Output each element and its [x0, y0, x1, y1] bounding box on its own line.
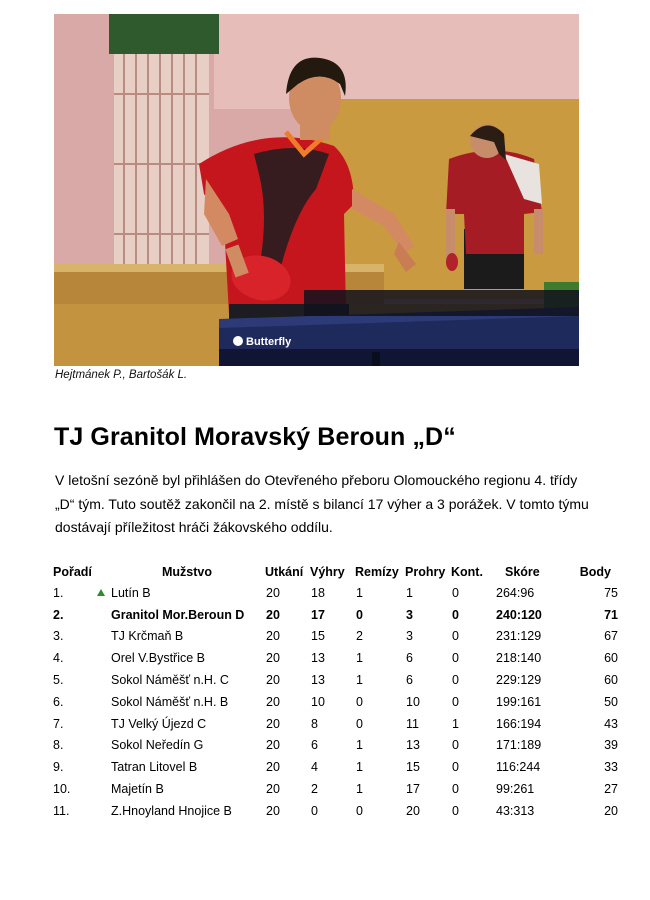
played-cell [265, 691, 310, 713]
rank-cell [53, 669, 109, 691]
contumations-cell-text: 0 [452, 803, 459, 818]
points-cell-text: 27 [604, 782, 618, 797]
draws-cell [355, 626, 405, 648]
rank-cell-text: 1. [53, 585, 64, 600]
contumations-cell-text: 1 [452, 716, 459, 731]
wins-cell [310, 800, 355, 822]
draws-cell-text: 1 [356, 760, 363, 775]
rank-cell-text: 7. [53, 716, 64, 731]
losses-cell-text: 3 [406, 629, 413, 644]
contumations-cell-text: 0 [452, 694, 459, 709]
contumations-cell [451, 647, 496, 669]
team-cell [109, 800, 265, 822]
rank-cell-text: 5. [53, 673, 64, 688]
wins-cell [310, 756, 355, 778]
wins-cell-text: 15 [311, 629, 325, 644]
team-cell-text: Sokol Náměšť n.H. B [111, 694, 229, 709]
draws-cell-text: 0 [356, 607, 363, 622]
draws-cell [355, 713, 405, 735]
draws-cell [355, 800, 405, 822]
contumations-cell [451, 582, 496, 604]
team-cell-text: Lutín B [111, 585, 151, 600]
losses-cell-text: 3 [406, 607, 413, 622]
losses-cell [405, 647, 451, 669]
score-cell [496, 669, 561, 691]
table-row [53, 604, 618, 626]
points-cell [561, 691, 618, 713]
losses-cell-text: 15 [406, 760, 420, 775]
contumations-cell [451, 691, 496, 713]
score-cell-text: 43:313 [496, 803, 535, 818]
table-row [53, 582, 618, 604]
contumations-cell [451, 713, 496, 735]
team-cell [109, 691, 265, 713]
rank-cell [53, 800, 109, 822]
points-cell-text: 75 [604, 585, 618, 600]
team-cell [109, 669, 265, 691]
draws-cell [355, 604, 405, 626]
played-cell [265, 582, 310, 604]
wins-cell [310, 778, 355, 800]
wins-cell-text: 13 [311, 651, 325, 666]
table-tennis-photo [54, 14, 579, 366]
team-cell [109, 756, 265, 778]
points-cell [561, 669, 618, 691]
points-cell [561, 800, 618, 822]
table-row [53, 647, 618, 669]
points-cell [561, 713, 618, 735]
header-losses: Prohry [405, 564, 446, 579]
score-cell [496, 691, 561, 713]
table-row [53, 713, 618, 735]
points-cell [561, 626, 618, 648]
draws-cell-text: 1 [356, 738, 363, 753]
played-cell-text: 20 [266, 673, 280, 688]
team-cell-text: TJ Krčmaň B [111, 629, 184, 644]
rank-cell [53, 778, 109, 800]
rank-cell-text: 2. [53, 607, 64, 622]
wins-cell [310, 691, 355, 713]
losses-cell [405, 800, 451, 822]
points-cell [561, 604, 618, 626]
team-cell [109, 582, 265, 604]
team-cell [109, 713, 265, 735]
losses-cell-text: 10 [406, 694, 420, 709]
draws-cell-text: 0 [356, 803, 363, 818]
article-title: TJ Granitol Moravský Beroun „D“ [54, 423, 456, 451]
score-cell [496, 604, 561, 626]
played-cell [265, 778, 310, 800]
contumations-cell [451, 800, 496, 822]
contumations-cell [451, 778, 496, 800]
header-wins: Výhry [310, 564, 345, 579]
standings-body [53, 582, 618, 822]
contumations-cell-text: 0 [452, 629, 459, 644]
team-cell-text: Tatran Litovel B [111, 760, 198, 775]
draws-cell [355, 735, 405, 757]
table-row [53, 778, 618, 800]
rank-cell [53, 604, 109, 626]
table-row [53, 756, 618, 778]
played-cell-text: 20 [266, 716, 280, 731]
rank-cell-text: 9. [53, 760, 64, 775]
header-rank: Pořadí [53, 564, 92, 579]
team-cell-text: Majetín B [111, 782, 164, 797]
losses-cell-text: 20 [406, 803, 420, 818]
played-cell [265, 669, 310, 691]
table-row [53, 691, 618, 713]
wins-cell-text: 18 [311, 585, 325, 600]
points-cell [561, 582, 618, 604]
score-cell [496, 778, 561, 800]
rank-cell-text: 4. [53, 651, 64, 666]
table-row [53, 626, 618, 648]
wins-cell-text: 6 [311, 738, 318, 753]
wins-cell-text: 8 [311, 716, 318, 731]
wins-cell-text: 13 [311, 673, 325, 688]
played-cell [265, 756, 310, 778]
rank-cell [53, 626, 109, 648]
losses-cell [405, 669, 451, 691]
played-cell-text: 20 [266, 803, 280, 818]
table-row [53, 800, 618, 822]
contumations-cell-text: 0 [452, 673, 459, 688]
played-cell-text: 20 [266, 694, 280, 709]
rank-cell [53, 713, 109, 735]
rank-cell [53, 647, 109, 669]
points-cell-text: 43 [604, 716, 618, 731]
team-cell [109, 778, 265, 800]
standings-table [53, 561, 618, 822]
losses-cell-text: 1 [406, 585, 413, 600]
draws-cell-text: 1 [356, 782, 363, 797]
photo-caption: Hejtmánek P., Bartošák L. [55, 369, 188, 381]
header-score: Skóre [505, 564, 540, 579]
rank-cell [53, 691, 109, 713]
score-cell [496, 713, 561, 735]
played-cell-text: 20 [266, 760, 280, 775]
points-cell-text: 50 [604, 694, 618, 709]
wins-cell-text: 0 [311, 803, 318, 818]
score-cell [496, 626, 561, 648]
team-cell [109, 604, 265, 626]
losses-cell [405, 626, 451, 648]
draws-cell-text: 1 [356, 585, 363, 600]
header-team: Mužstvo [162, 564, 212, 579]
contumations-cell [451, 735, 496, 757]
rank-cell-text: 3. [53, 629, 64, 644]
points-cell-text: 20 [604, 803, 618, 818]
points-cell-text: 39 [604, 738, 618, 753]
losses-cell [405, 582, 451, 604]
contumations-cell-text: 0 [452, 738, 459, 753]
wins-cell-text: 4 [311, 760, 318, 775]
played-cell-text: 20 [266, 651, 280, 666]
contumations-cell-text: 0 [452, 585, 459, 600]
contumations-cell-text: 0 [452, 651, 459, 666]
rank-cell-text: 6. [53, 694, 64, 709]
draws-cell-text: 2 [356, 629, 363, 644]
table-row [53, 735, 618, 757]
losses-cell [405, 713, 451, 735]
contumations-cell-text: 0 [452, 782, 459, 797]
score-cell-text: 166:194 [496, 716, 542, 731]
team-cell-text: Z.Hnoyland Hnojice B [111, 803, 232, 818]
wins-cell [310, 582, 355, 604]
svg-text:Butterfly: Butterfly [246, 336, 292, 348]
draws-cell [355, 582, 405, 604]
rank-cell [53, 756, 109, 778]
wins-cell-text: 10 [311, 694, 325, 709]
points-cell-text: 60 [604, 673, 618, 688]
score-cell [496, 735, 561, 757]
score-cell [496, 582, 561, 604]
header-points: Body [579, 564, 611, 579]
rank-cell-text: 10. [53, 782, 71, 797]
played-cell [265, 626, 310, 648]
points-cell-text: 33 [604, 760, 618, 775]
played-cell-text: 20 [266, 629, 280, 644]
losses-cell [405, 604, 451, 626]
played-cell-text: 20 [266, 782, 280, 797]
points-cell [561, 735, 618, 757]
table-header-row [53, 561, 618, 582]
team-cell-text: Sokol Náměšť n.H. C [111, 673, 229, 688]
played-cell [265, 800, 310, 822]
losses-cell [405, 756, 451, 778]
contumations-cell [451, 626, 496, 648]
wins-cell [310, 669, 355, 691]
contumations-cell-text: 0 [452, 760, 459, 775]
draws-cell-text: 1 [356, 673, 363, 688]
contumations-cell [451, 604, 496, 626]
losses-cell [405, 691, 451, 713]
draws-cell-text: 1 [356, 651, 363, 666]
played-cell [265, 647, 310, 669]
losses-cell-text: 13 [406, 738, 420, 753]
losses-cell [405, 778, 451, 800]
score-cell-text: 231:129 [496, 629, 542, 644]
wins-cell-text: 17 [311, 607, 325, 622]
contumations-cell-text: 0 [452, 607, 459, 622]
points-cell-text: 67 [604, 629, 618, 644]
header-draws: Remízy [355, 564, 399, 579]
score-cell-text: 264:96 [496, 585, 535, 600]
score-cell-text: 171:189 [496, 738, 542, 753]
wins-cell [310, 647, 355, 669]
team-cell-text: Sokol Neředín G [111, 738, 204, 753]
points-cell-text: 60 [604, 651, 618, 666]
table-row [53, 669, 618, 691]
losses-cell-text: 6 [406, 651, 413, 666]
score-cell [496, 800, 561, 822]
played-cell [265, 735, 310, 757]
article-intro: V letošní sezóně byl přihlášen do Otevřeného přeboru Olomouckého regionu 4. třídy „D“ tým. Tuto soutěž zakončil na 2. místě s bilancí 17 výher a 3 porážek. V tomto týmu dostávají příležitost hráči žákovského oddílu. [55, 472, 589, 535]
draws-cell [355, 669, 405, 691]
played-cell-text: 20 [266, 738, 280, 753]
contumations-cell [451, 756, 496, 778]
draws-cell-text: 0 [356, 716, 363, 731]
trend-up-icon [97, 589, 105, 596]
points-cell [561, 756, 618, 778]
rank-cell-text: 11. [53, 803, 70, 818]
score-cell-text: 99:261 [496, 782, 535, 797]
article-photo [54, 14, 579, 366]
rank-cell [53, 735, 109, 757]
team-cell-text: Granitol Mor.Beroun D [111, 607, 245, 622]
score-cell-text: 116:244 [496, 760, 541, 775]
header-played: Utkání [265, 564, 304, 579]
draws-cell [355, 647, 405, 669]
rank-cell-text: 8. [53, 738, 64, 753]
draws-cell-text: 0 [356, 694, 363, 709]
played-cell-text: 20 [266, 607, 280, 622]
points-cell [561, 647, 618, 669]
team-cell-text: Orel V.Bystřice B [111, 651, 206, 666]
losses-cell-text: 17 [406, 782, 420, 797]
draws-cell [355, 778, 405, 800]
points-cell-text: 71 [604, 607, 618, 622]
header-contumations: Kont. [451, 564, 483, 579]
draws-cell [355, 691, 405, 713]
score-cell-text: 240:120 [496, 607, 542, 622]
points-cell [561, 778, 618, 800]
played-cell [265, 713, 310, 735]
wins-cell [310, 626, 355, 648]
team-cell-text: TJ Velký Újezd C [111, 716, 207, 731]
losses-cell-text: 11 [406, 716, 419, 731]
contumations-cell [451, 669, 496, 691]
wins-cell [310, 713, 355, 735]
score-cell-text: 199:161 [496, 694, 542, 709]
score-cell-text: 229:129 [496, 673, 542, 688]
score-cell-text: 218:140 [496, 651, 542, 666]
losses-cell-text: 6 [406, 673, 413, 688]
played-cell [265, 604, 310, 626]
draws-cell [355, 756, 405, 778]
wins-cell [310, 735, 355, 757]
team-cell [109, 647, 265, 669]
score-cell [496, 647, 561, 669]
team-cell [109, 735, 265, 757]
wins-cell-text: 2 [311, 782, 318, 797]
team-cell [109, 626, 265, 648]
losses-cell [405, 735, 451, 757]
wins-cell [310, 604, 355, 626]
score-cell [496, 756, 561, 778]
played-cell-text: 20 [266, 585, 280, 600]
